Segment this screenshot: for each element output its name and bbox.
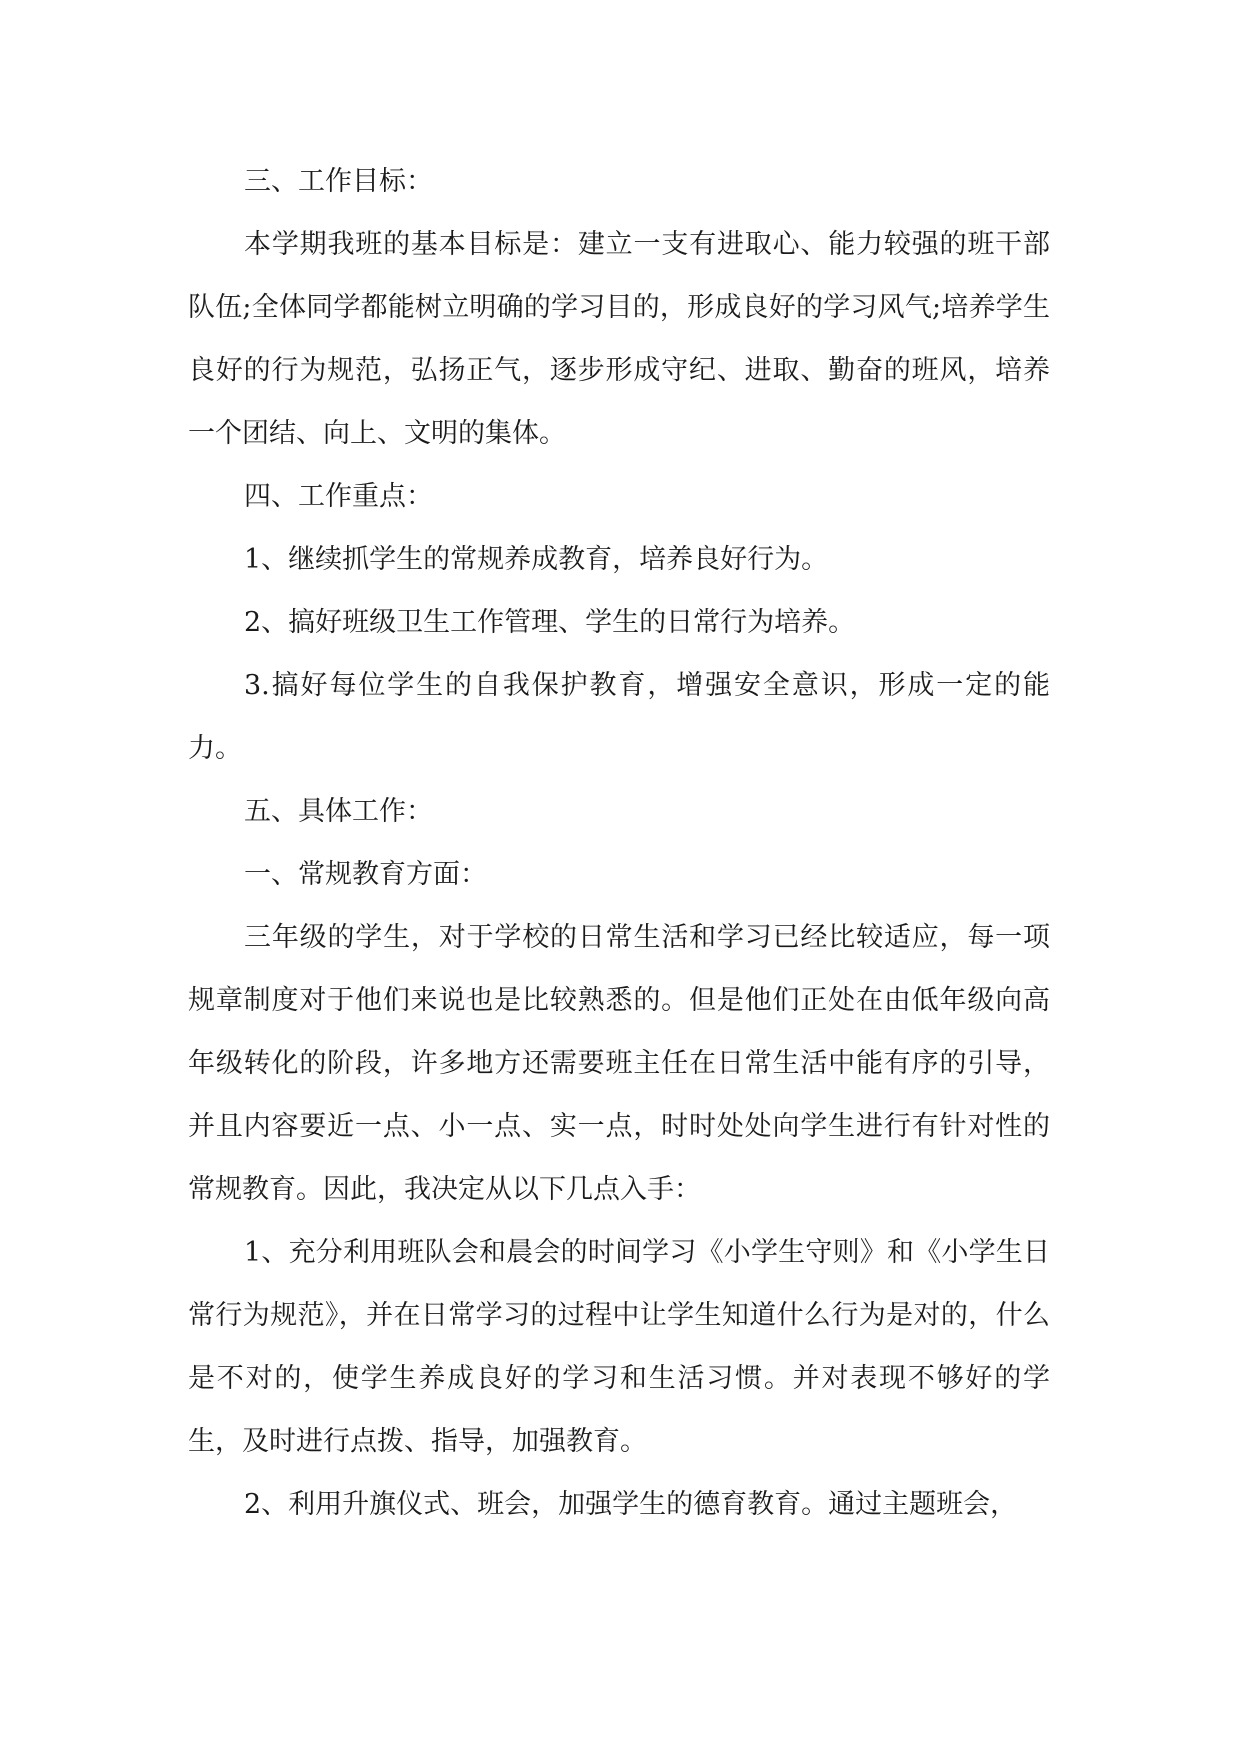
paragraph-goals: 本学期我班的基本目标是：建立一支有进取心、能力较强的班干部队伍;全体同学都能树立明确的学习目的，形成良好的学习风气;培养学生良好的行为规范，弘扬正气，逐步形成守纪、进取、勤奋的班风，培养一个团结、向上、文明的集体。: [188, 229, 1050, 449]
heading-work-goals: 三、工作目标：: [244, 166, 433, 197]
list-item-focus-2: 2、搞好班级卫生工作管理、学生的日常行为培养。: [244, 607, 856, 638]
subheading-routine-education: 一、常规教育方面：: [244, 859, 487, 890]
list-item-routine-2: 2、利用升旗仪式、班会，加强学生的德育教育。通过主题班会，: [244, 1489, 1018, 1520]
list-item-focus-1: 1、继续抓学生的常规养成教育，培养良好行为。: [244, 544, 829, 575]
heading-work-focus: 四、工作重点：: [244, 481, 433, 512]
heading-specific-work: 五、具体工作：: [244, 796, 433, 827]
paragraph-routine-education: 三年级的学生，对于学校的日常生活和学习已经比较适应，每一项规章制度对于他们来说也是比较熟悉的。但是他们正处在由低年级向高年级转化的阶段，许多地方还需要班主任在日常生活中能有序的引导，并且内容要近一点、小一点、实一点，时时处处向学生进行有针对性的常规教育。因此，我决定从以下几点入手：: [188, 922, 1050, 1205]
document-body: [188, 150, 1050, 1536]
list-item-focus-3: 3.搞好每位学生的自我保护教育，增强安全意识，形成一定的能力。: [188, 670, 1050, 764]
list-item-routine-1: 1、充分利用班队会和晨会的时间学习《小学生守则》和《小学生日常行为规范》，并在日常学习的过程中让学生知道什么行为是对的，什么是不对的，使学生养成良好的学习和生活习惯。并对表现不够好的学生，及时进行点拨、指导，加强教育。: [188, 1237, 1050, 1457]
